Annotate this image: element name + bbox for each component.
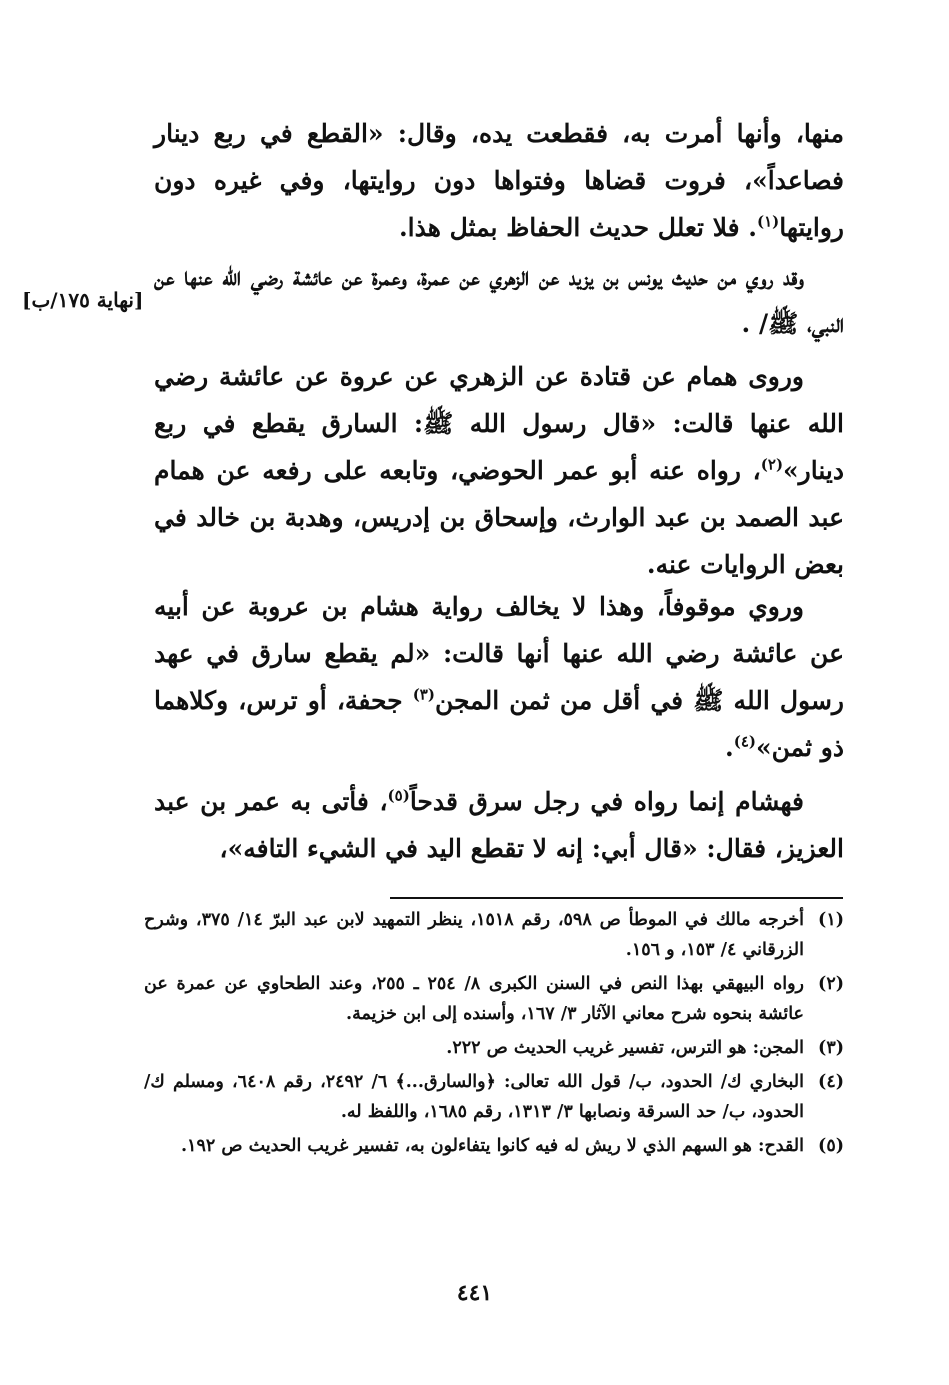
paragraph-5 xyxy=(154,778,844,872)
footnotes xyxy=(144,905,844,1165)
footnote-number: (٥) xyxy=(818,1136,844,1156)
footnote-3 xyxy=(144,1033,844,1063)
paragraph-2-text: وقد روي من حديث يونس بن يزيد عن الزهري عن عمرة، وعمرة عن عائشة رضي الله عنها عن النبي، ﷺ/ . xyxy=(154,262,844,338)
paragraph-3-tail: ، رواه عنه أبو عمر الحوضي، وتابعه على رفعه عن همام عبد الصمد بن عبد الوارث، وإسحاق بن إدريس، وهدبة بن خالد في بعض الروايات عنه. xyxy=(154,456,844,579)
paragraph-3-text: وروى همام عن قتادة عن الزهري عن عروة عن عائشة رضي الله عنها قالت: «قال رسول الله ﷺ: السارق يقطع في ربع دينار» xyxy=(154,362,844,485)
paragraph-5-tail: ، فأتى به عمر بن عبد العزيز، فقال: «قال أبي: إنه لا تقطع اليد في الشيء التافه»، xyxy=(154,787,844,863)
footnote-ref-3[interactable]: (٣) xyxy=(412,685,435,704)
paragraph-4-tail-2: . xyxy=(725,733,734,762)
footnote-ref-1[interactable]: (١) xyxy=(756,212,780,231)
paragraph-2 xyxy=(154,253,844,347)
footnote-text: المجن: هو الترس، تفسير غريب الحديث ص ٢٢٢. xyxy=(446,1038,804,1058)
footnote-2 xyxy=(144,969,844,1029)
paragraph-5-text: فهشام إنما رواه في رجل سرق قدحاً xyxy=(409,787,804,816)
footnote-1 xyxy=(144,905,844,965)
footnote-4 xyxy=(144,1067,844,1127)
footnote-5 xyxy=(144,1131,844,1161)
footnote-text: رواه البيهقي بهذا النص في السنن الكبرى ٨/ ٢٥٤ ـ ٢٥٥، وعند الطحاوي عن عمرة عن عائشة بنحوه شرح معاني الآثار ٣/ ١٦٧، وأسنده إلى ابن خزيمة. xyxy=(144,974,805,1024)
footnote-text: أخرجه مالك في الموطأ ص ٥٩٨، رقم ١٥١٨، ينظر التمهيد لابن عبد البرّ ١٤/ ٣٧٥، وشرح الزرقاني ٤/ ١٥٣، و ١٥٦. xyxy=(144,910,805,960)
paragraph-4-text: وروي موقوفاً، وهذا لا يخالف رواية هشام بن عروبة عن أبيه عن عائشة رضي الله عنها أنها قالت: «لم يقطع سارق في عهد رسول الله ﷺ في أقل من ثمن المجن xyxy=(154,592,844,715)
footnote-divider xyxy=(390,897,843,899)
page-number: ٤٤١ xyxy=(456,1280,493,1306)
paragraph-1 xyxy=(154,110,844,251)
manuscript-margin-note: [نهاية ١٧٥/ب] xyxy=(22,288,144,312)
paragraph-4 xyxy=(154,583,844,771)
footnote-number: (٤) xyxy=(818,1072,844,1092)
footnote-number: (٣) xyxy=(818,1038,844,1058)
paragraph-1-text: منها، وأنها أمرت به، فقطعت يده، وقال: «القطع في ربع دينار فصاعداً»، فروت قضاها وفتواها دون روايتها، وفي غيره دون روايتها xyxy=(154,119,844,242)
paragraph-3 xyxy=(154,353,844,588)
footnote-text: القدح: هو السهم الذي لا ريش له فيه كانوا يتفاءلون به، تفسير غريب الحديث ص ١٩٢. xyxy=(180,1136,804,1156)
footnote-ref-5[interactable]: (٥) xyxy=(387,786,410,805)
paragraph-4-tail: جحفة، أو ترس، وكلاهما ذو ثمن» xyxy=(154,686,844,762)
footnote-number: (١) xyxy=(818,910,844,930)
footnote-ref-2[interactable]: (٢) xyxy=(760,455,784,474)
footnote-text: البخاري ك/ الحدود، ب/ قول الله تعالى: ﴿والسارق...﴾ ٦/ ٢٤٩٢، رقم ٦٤٠٨، ومسلم ك/ الحدود، ب/ حد السرقة ونصابها ٣/ ١٣١٣، رقم ١٦٨٥، واللفظ له. xyxy=(144,1072,805,1122)
footnote-number: (٢) xyxy=(818,974,844,994)
footnote-ref-4[interactable]: (٤) xyxy=(733,732,757,751)
paragraph-1-tail: . فلا تعلل حديث الحفاظ بمثل هذا. xyxy=(398,213,757,242)
